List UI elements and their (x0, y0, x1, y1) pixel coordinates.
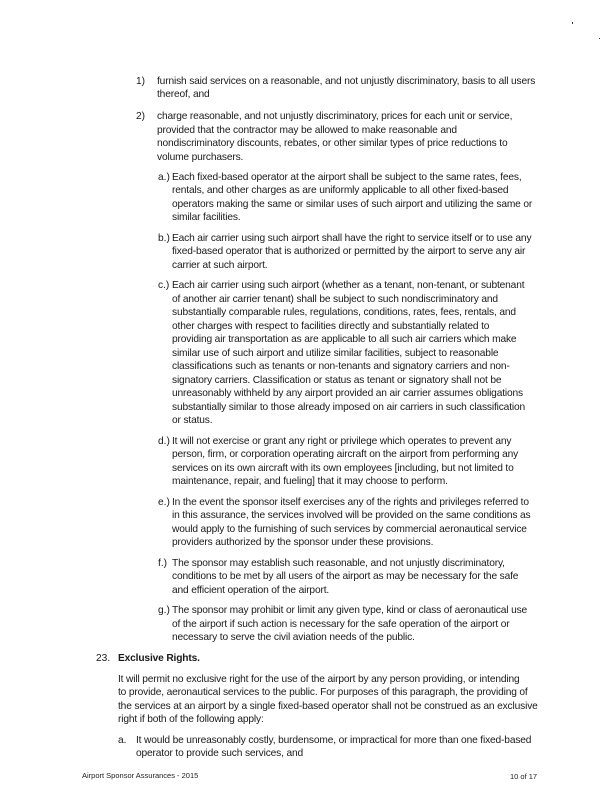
footer-title: Airport Sponsor Assurances - 2015 (82, 771, 199, 780)
subitem-label-d: d.) (158, 436, 170, 447)
item-2-line-2: provided that the contractor may be allowed to make reasonable and (157, 125, 457, 136)
subitem-a-line-1: Each fixed-based operator at the airport shall be subject to the same rates, fees, (172, 172, 522, 183)
subitem-a-line-2: rentals, and other charges as are uniformly applicable to all other fixed-based (172, 185, 509, 196)
section-para-line-3: the services at an airport by a single fixed-based operator shall not be construed as an exclusive (118, 701, 538, 712)
subitem-c-line-7: classifications such as tenants or non-tenants and signatory carriers and non- (172, 361, 510, 372)
subitem-d-line-2: person, firm, or corporation operating aircraft on the airport from performing any (172, 449, 519, 460)
subitem-c-line-1: Each air carrier using such airport (whether as a tenant, non-tenant, or subtenant (172, 280, 525, 291)
subitem-label-c: c.) (158, 280, 170, 291)
subitem-c-line-10: substantially similar to those already imposed on air carriers in such classification (172, 402, 526, 413)
section-title: Exclusive Rights. (118, 653, 200, 664)
section-list-label-a: a. (118, 735, 127, 746)
subitem-a-line-3: operators making the same or similar uses of such airport and utilizing the same or (172, 199, 533, 210)
subitem-e-line-1: In the event the sponsor itself exercises any of the rights and privileges referred to (172, 497, 529, 508)
subitem-c-line-11: or status. (172, 415, 213, 426)
subitem-c-line-8: signatory carriers. Classification or status as tenant or signatory shall not be (172, 375, 502, 386)
subitem-b-line-2: fixed-based operator that is authorized or permitted by the airport to serve any air (172, 246, 526, 257)
subitem-c-line-6: similar use of such airport and utilize similar facilities, subject to reasonable (172, 348, 499, 359)
section-number: 23. (96, 653, 111, 664)
subitem-label-g: g.) (158, 605, 170, 616)
item-1-line-2: thereof, and (157, 89, 210, 100)
subitem-label-e: e.) (158, 497, 170, 508)
section-list-a-line-1: It would be unreasonably costly, burdensome, or impractical for more than one fixed-based (136, 735, 532, 746)
section-para-line-2: to provide, aeronautical services to the public. For purposes of this paragraph, the providing of (118, 687, 528, 698)
subitem-c-line-4: other charges with respect to facilities directly and substantially related to (172, 321, 490, 332)
subitem-d-line-3: services on its own aircraft with its own employees [including, but not limited to (172, 463, 514, 474)
subitem-d-line-1: It will not exercise or grant any right or privilege which operates to prevent any (172, 436, 512, 447)
item-2-line-1: charge reasonable, and not unjustly discriminatory, prices for each unit or service, (157, 111, 513, 122)
item-2-line-3: nondiscriminatory discounts, rebates, or other similar types of price reductions to (157, 138, 508, 149)
subitem-c-line-3: substantially comparable rules, regulations, conditions, rates, fees, rentals, and (172, 307, 516, 318)
subitem-label-f: f.) (158, 558, 168, 569)
subitem-label-b: b.) (158, 233, 170, 244)
subitem-c-line-2: of another air carrier tenant) shall be subject to such nondiscriminatory and (172, 294, 498, 305)
section-para-line-4: right if both of the following apply: (118, 714, 264, 725)
subitem-b-line-1: Each air carrier using such airport shall have the right to service itself or to use any (172, 233, 532, 244)
subitem-f-line-3: and efficient operation of the airport. (172, 585, 330, 596)
section-para-line-1: It will permit no exclusive right for the use of the airport by any person providing, or intending (118, 674, 520, 685)
item-2-line-4: volume purchasers. (157, 152, 244, 163)
section-list-a-line-2: operator to provide such services, and (136, 748, 304, 759)
footer-page-number: 10 of 17 (510, 772, 538, 781)
subitem-a-line-4: similar facilities. (172, 212, 241, 223)
subitem-g-line-2: of the airport if such action is necessary for the safe operation of the airport or (172, 619, 510, 630)
list-label-1: 1) (136, 76, 146, 87)
item-1-line-1: furnish said services on a reasonable, and not unjustly discriminatory, basis to all users (157, 76, 536, 87)
subitem-e-line-3: would apply to the furnishing of such services by commercial aeronautical service (172, 524, 527, 535)
subitem-label-a: a.) (158, 172, 170, 183)
subitem-c-line-5: providing air transportation as are applicable to all such air carriers which make (172, 334, 517, 345)
subitem-g-line-1: The sponsor may prohibit or limit any given type, kind or class of aeronautical use (172, 605, 528, 616)
subitem-f-line-1: The sponsor may establish such reasonable, and not unjustly discriminatory, (172, 558, 505, 569)
subitem-b-line-3: carrier at such airport. (172, 260, 268, 271)
subitem-g-line-3: necessary to serve the civil aviation needs of the public. (172, 632, 415, 643)
scan-speck (572, 22, 573, 24)
subitem-c-line-9: unreasonably withheld by any airport provided an air carrier assumes obligations (172, 388, 523, 399)
scan-speck (599, 38, 600, 39)
subitem-d-line-4: maintenance, repair, and fueling] that it may choose to perform. (172, 476, 448, 487)
list-label-2: 2) (136, 111, 146, 122)
subitem-e-line-2: in this assurance, the services involved will be provided on the same conditions as (172, 510, 531, 521)
subitem-f-line-2: conditions to be met by all users of the airport as may be necessary for the safe (172, 571, 519, 582)
subitem-e-line-4: providers authorized by the sponsor under these provisions. (172, 537, 434, 548)
